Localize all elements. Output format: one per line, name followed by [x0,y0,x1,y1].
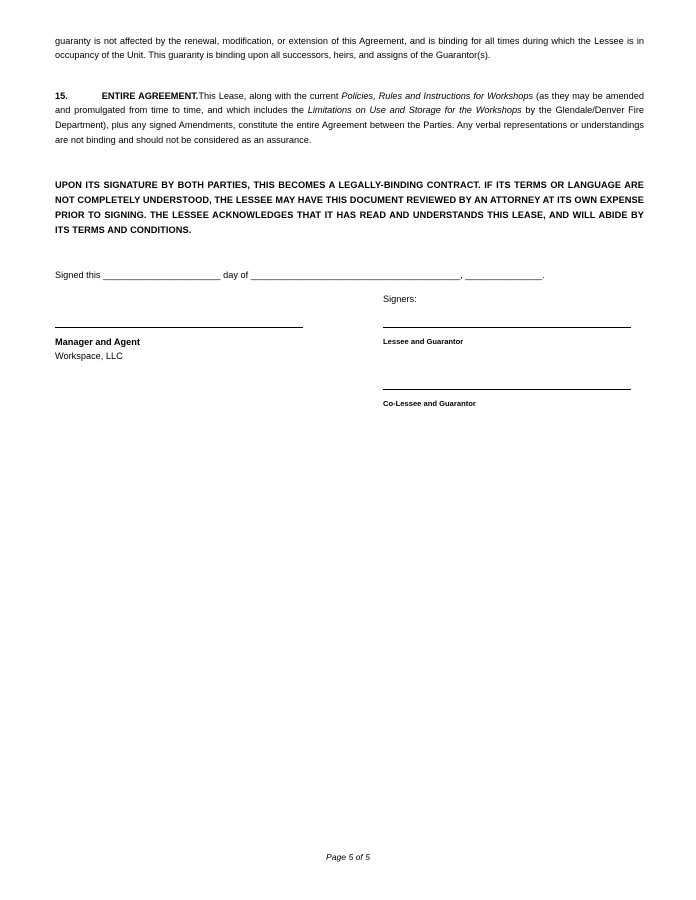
manager-company: Workspace, LLC [55,351,123,362]
signed-middle: day of [220,269,251,280]
signature-block-co-lessee [383,388,631,408]
section-italic-2: Limitations on Use and Storage for the Workshops [307,105,522,116]
signature-line-lessee[interactable] [383,326,631,328]
continued-paragraph: guaranty is not affected by the renewal, modification, or extension of this Agreement, and is binding for all times during which the Lessee is in occupancy of the Unit. This guaranty is binding upon all successors, heirs, and assigns of the Guarantor(s). [55,36,644,61]
section-number: 15. [55,90,68,101]
page-footer: Page 5 of 5 [326,852,370,862]
section-text-3: by the Glendale/Denver Fire Department), plus any signed Amendments, constitute the entire Agreement between the Parties. Any verbal representations or understandings are not binding and should not be considered as an assurance. [55,105,645,146]
section-italic-1: Policies, Rules and Instructions for Workshops [341,90,534,101]
section-text-1: This Lease, along with the current [198,90,342,101]
signed-month-blank[interactable]: _________________________________________ [250,269,461,280]
signed-this-line [55,268,644,283]
signers-label: Signers: [383,294,417,305]
signed-period: . [541,269,545,280]
section-heading: ENTIRE AGREEMENT. [101,90,199,101]
co-lessee-label: Co-Lessee and Guarantor [383,399,476,409]
legally-binding-notice: UPON ITS SIGNATURE BY BOTH PARTIES, THIS BECOMES A LEGALLY-BINDING CONTRACT. IF ITS TERMS OR LANGUAGE ARE NOT COMPLETELY UNDERSTOOD, THE LESSEE MAY HAVE THIS DOCUMENT REVIEWED BY AN ATTORNEY AT ITS OWN EXPENSE PRIOR TO SIGNING. THE LESSEE ACKNOWLEDGES THAT IT HAS READ AND UNDERSTANDS THIS LEASE, AND WILL ABIDE BY ITS TERMS AND CONDITIONS. [55,180,644,235]
signature-block-lessee [383,326,631,346]
signature-block-manager [55,326,303,361]
signed-date-blank[interactable]: _______________________ [103,269,221,280]
signature-line-manager[interactable] [55,326,303,328]
section-entire-agreement [55,89,644,149]
signed-year-blank[interactable]: _______________ [465,269,542,280]
signed-comma: , [460,269,466,280]
signature-line-co-lessee[interactable] [383,388,631,390]
lessee-label: Lessee and Guarantor [383,337,464,347]
signature-area [55,326,644,466]
signed-prefix: Signed this [55,269,104,280]
manager-label: Manager and Agent [55,337,140,348]
section-text-2: (as they may be amended and promulgated from time to time, and which includes the [55,90,644,116]
